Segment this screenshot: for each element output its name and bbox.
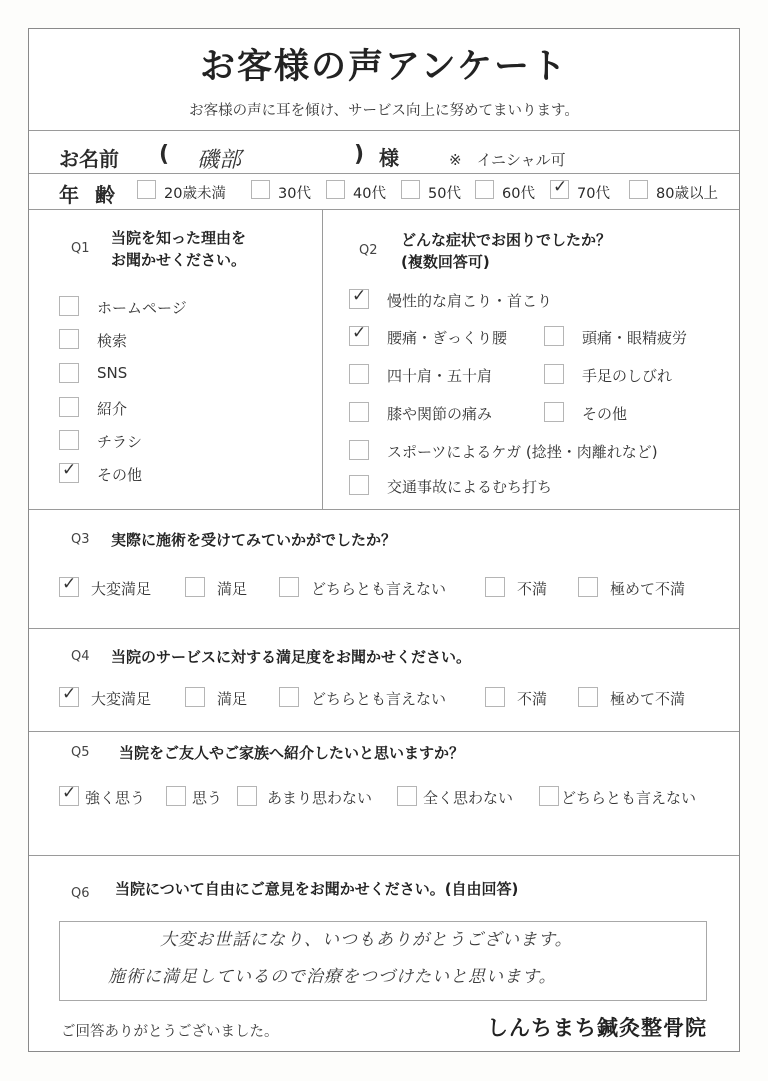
q1-question-line2: お聞かせください。	[111, 251, 247, 269]
checkbox[interactable]	[59, 329, 79, 349]
q3-option-label: 不満	[517, 580, 548, 598]
checkbox[interactable]	[59, 430, 79, 450]
q1-question	[111, 227, 246, 271]
checkbox[interactable]	[349, 364, 369, 384]
checkbox[interactable]	[544, 364, 564, 384]
q3-question: 実際に施術を受けてみていかがでしたか？	[111, 531, 397, 549]
age-option-label: 20歳未満	[164, 186, 226, 202]
checkbox[interactable]	[397, 786, 417, 806]
checkbox[interactable]	[185, 687, 205, 707]
name-suffix: 様	[379, 146, 399, 170]
q2-option-label: その他	[582, 405, 628, 423]
free-answer-line2: 施術に満足しているので治療をつづけたいと思います。	[108, 967, 557, 987]
checkbox[interactable]	[137, 180, 156, 199]
q1-option-label: 紹介	[97, 400, 128, 418]
name-label: お名前	[59, 147, 119, 171]
q5-option-label: 全く思わない	[423, 789, 514, 807]
checkbox[interactable]	[485, 577, 505, 597]
age-row	[29, 177, 739, 207]
age-option-label: 40代	[353, 186, 386, 202]
q1-option-label: その他	[97, 466, 143, 484]
q4-option-label: どちらとも言えない	[311, 690, 447, 708]
q1-option-label: SNS	[97, 364, 128, 382]
checkbox[interactable]	[251, 180, 270, 199]
q2-option-label: 膝や関節の痛み	[387, 405, 493, 423]
check-mark-icon: ✓	[62, 460, 77, 480]
q6-question: 当院について自由にご意見をお聞かせください。(自由回答)	[115, 880, 519, 898]
checkbox[interactable]	[59, 296, 79, 316]
checkbox[interactable]	[578, 577, 598, 597]
survey-subtitle: お客様の声に耳を傾け、サービス向上に努めてまいります。	[189, 103, 579, 119]
q2-option-label: 慢性的な肩こり・首こり	[387, 292, 553, 310]
age-option-label: 70代	[577, 186, 610, 202]
checkbox[interactable]	[544, 326, 564, 346]
divider	[29, 628, 739, 629]
survey-title: お客様の声アンケート	[200, 47, 568, 87]
survey-sheet	[28, 28, 740, 1052]
divider	[29, 731, 739, 732]
q3-option-label: どちらとも言えない	[311, 580, 447, 598]
q4-option-label: 極めて不満	[610, 690, 686, 708]
divider	[29, 509, 739, 510]
checkbox[interactable]	[326, 180, 345, 199]
q2-option-label: 手足のしびれ	[582, 367, 673, 385]
name-paren-open: (	[159, 142, 170, 167]
check-mark-icon: ✓	[62, 684, 77, 704]
free-answer-box[interactable]	[59, 921, 707, 1001]
initial-note: ※ イニシャル可	[449, 151, 566, 169]
q2-option-label: 腰痛・ぎっくり腰	[387, 329, 508, 347]
q3-option-label: 満足	[217, 580, 248, 598]
checkbox[interactable]	[59, 397, 79, 417]
divider	[29, 209, 739, 210]
q2-option-label: 頭痛・眼精疲労	[582, 329, 688, 347]
q1-question-line1: 当院を知った理由を	[111, 229, 247, 247]
checkbox[interactable]	[539, 786, 559, 806]
checkbox[interactable]	[279, 577, 299, 597]
q2-option-label: 四十肩・五十肩	[387, 367, 493, 385]
age-option-label: 80歳以上	[656, 186, 718, 202]
checkbox[interactable]	[629, 180, 648, 199]
q5-option-label: あまり思わない	[267, 789, 373, 807]
check-mark-icon: ✓	[352, 323, 367, 343]
free-answer-line1: 大変お世話になり、いつもありがとうございます。	[160, 930, 573, 950]
q1-option-label: 検索	[97, 332, 128, 350]
q5-option-label: 思う	[192, 789, 223, 807]
q2-question-line1: どんな症状でお困りでしたか？	[401, 231, 612, 249]
check-mark-icon: ✓	[553, 177, 568, 197]
checkbox[interactable]	[59, 460, 79, 483]
clinic-name: しんちまち鍼灸整骨院	[487, 1016, 707, 1040]
q2-question	[401, 229, 611, 273]
q4-number: Q4	[71, 649, 90, 664]
name-input[interactable]: 磯部	[197, 148, 242, 173]
check-mark-icon: ✓	[352, 286, 367, 306]
q5-number: Q5	[71, 745, 90, 760]
checkbox[interactable]	[59, 363, 79, 383]
checkbox[interactable]	[349, 475, 369, 495]
q1-option-label: ホームページ	[97, 299, 187, 317]
checkbox[interactable]	[349, 402, 369, 422]
check-mark-icon: ✓	[62, 574, 77, 594]
checkbox[interactable]	[485, 687, 505, 707]
checkbox[interactable]	[237, 786, 257, 806]
q2-option-label: 交通事故によるむち打ち	[387, 478, 553, 496]
checkbox[interactable]	[578, 687, 598, 707]
q6-number: Q6	[71, 886, 90, 901]
checkbox[interactable]	[59, 783, 79, 806]
q3-number: Q3	[71, 532, 90, 547]
thanks-message: ご回答ありがとうございました。	[61, 1024, 279, 1040]
age-option-label: 50代	[428, 186, 461, 202]
q5-option-label: 強く思う	[85, 789, 146, 807]
checkbox[interactable]	[185, 577, 205, 597]
q2-question-line2: (複数回答可)	[401, 253, 490, 271]
name-paren-close: )	[354, 142, 365, 167]
q2-option-label: スポーツによるケガ (捻挫・肉離れなど)	[387, 443, 658, 461]
q5-question: 当院をご友人やご家族へ紹介したいと思いますか？	[119, 744, 465, 762]
checkbox[interactable]	[349, 286, 369, 309]
q4-question: 当院のサービスに対する満足度をお聞かせください。	[111, 648, 472, 666]
age-option-label: 30代	[278, 186, 311, 202]
checkbox[interactable]	[550, 177, 569, 199]
age-label: 年齢	[59, 183, 131, 207]
check-mark-icon: ✓	[62, 783, 77, 803]
checkbox[interactable]	[475, 180, 494, 199]
q3-option-label: 大変満足	[91, 580, 152, 598]
q4-option-label: 不満	[517, 690, 548, 708]
q3-option-label: 極めて不満	[610, 580, 686, 598]
q4-option-label: 満足	[217, 690, 248, 708]
checkbox[interactable]	[349, 440, 369, 460]
q1-number: Q1	[71, 241, 90, 256]
q1-option-label: チラシ	[97, 433, 143, 451]
checkbox[interactable]	[349, 323, 369, 346]
checkbox[interactable]	[59, 574, 79, 597]
checkbox[interactable]	[279, 687, 299, 707]
q4-option-label: 大変満足	[91, 690, 152, 708]
q2-number: Q2	[359, 243, 378, 258]
divider	[29, 173, 739, 174]
divider	[29, 855, 739, 856]
checkbox[interactable]	[59, 684, 79, 707]
checkbox[interactable]	[166, 786, 186, 806]
divider	[29, 130, 739, 131]
divider	[322, 209, 323, 509]
checkbox[interactable]	[401, 180, 420, 199]
checkbox[interactable]	[544, 402, 564, 422]
age-option-label: 60代	[502, 186, 535, 202]
q5-option-label: どちらとも言えない	[561, 789, 697, 807]
